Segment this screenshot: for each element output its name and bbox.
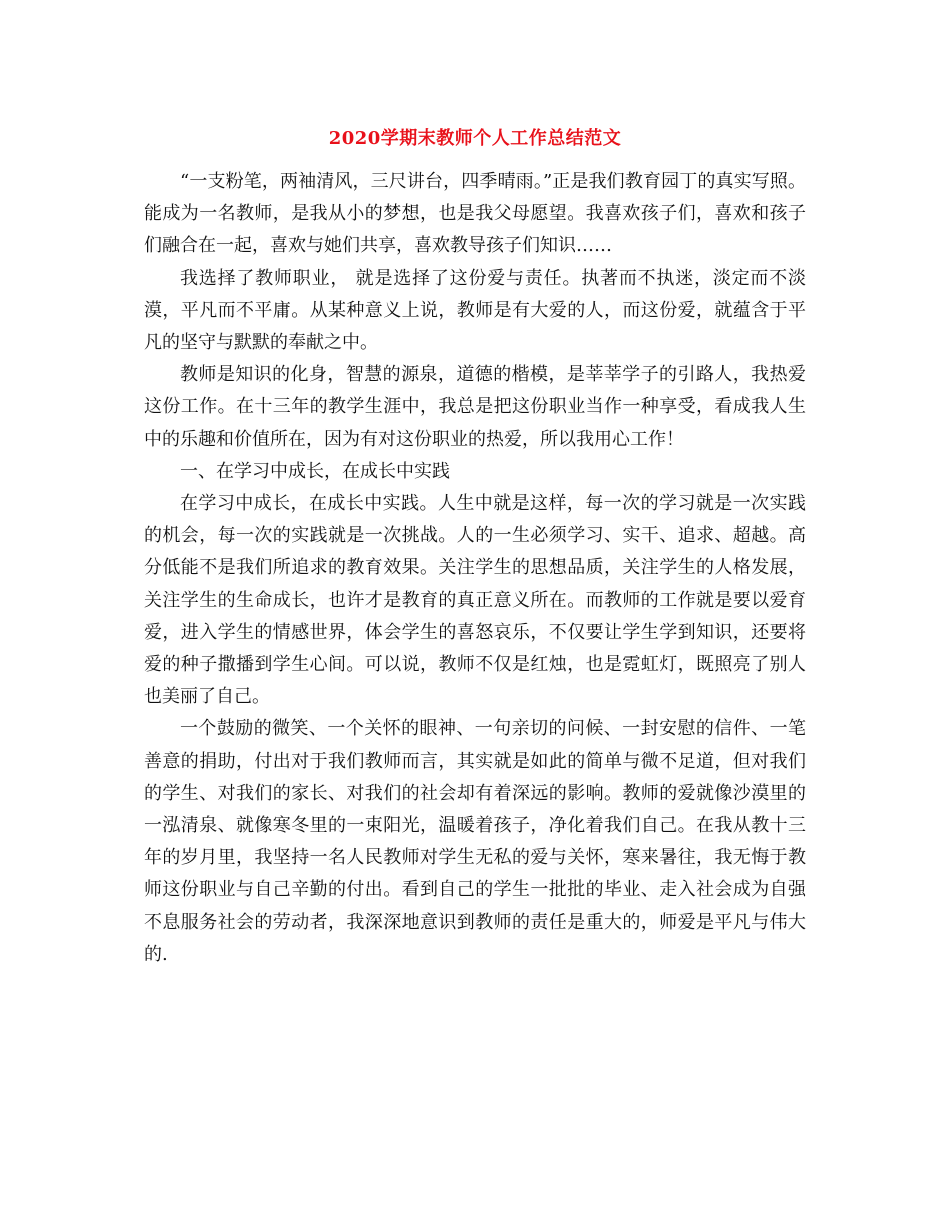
document-body (144, 166, 806, 971)
paragraph: 一个鼓励的微笑、一个关怀的眼神、一句亲切的问候、一封安慰的信件、一笔善意的捐助，付出对于我们教师而言，其实就是如此的简单与微不足道，但对我们的学生、对我们的家长、对我们的社会却有着深远的影响。教师的爱就像沙漠里的一泓清泉、就像寒冬里的一束阳光，温暖着孩子，净化着我们自己。在我从教十三年的岁月里，我坚持一名人民教师对学生无私的爱与关怀，寒来暑往，我无悔于教师这份职业与自己辛勤的付出。看到自己的学生一批批的毕业、走入社会成为自强不息服务社会的劳动者，我深深地意识到教师的责任是重大的，师爱是平凡与伟大的. (144, 718, 806, 965)
paragraph: 教师是知识的化身，智慧的源泉，道德的楷模，是莘莘学子的引路人，我热爱这份工作。在十三年的教学生涯中，我总是把这份职业当作一种享受，看成我人生中的乐趣和价值所在，因为有对这份职业的热爱，所以我用心工作！ (144, 364, 806, 450)
paragraph: “一支粉笔，两袖清风，三尺讲台，四季晴雨。”正是我们教育园丁的真实写照。能成为一名教师，是我从小的梦想，也是我父母愿望。我喜欢孩子们，喜欢和孩子们融合在一起，喜欢与她们共享，喜欢教导孩子们知识…… (144, 171, 806, 257)
paragraph: 我选择了教师职业， 就是选择了这份爱与责任。执著而不执迷，淡定而不淡漠，平凡而不平庸。从某种意义上说，教师是有大爱的人，而这份爱，就蕴含于平凡的坚守与默默的奉献之中。 (144, 267, 806, 354)
section-heading: 一、在学习中成长，在成长中实践 (180, 460, 450, 482)
paragraph: 在学习中成长，在成长中实践。人生中就是这样，每一次的学习就是一次实践的机会，每一次的实践就是一次挑战。人的一生必须学习、实干、追求、超越。高分低能不是我们所追求的教育效果。关注学生的思想品质，关注学生的人格发展，关注学生的生命成长，也许才是教育的真正意义所在。而教师的工作就是要以爱育爱，进入学生的情感世界，体会学生的喜怒哀乐，不仅要让学生学到知识，还要将爱的种子撒播到学生心间。可以说，教师不仅是红烛，也是霓虹灯，既照亮了别人也美丽了自己。 (144, 493, 806, 708)
document-title: 2020学期末教师个人工作总结范文 (328, 128, 622, 149)
